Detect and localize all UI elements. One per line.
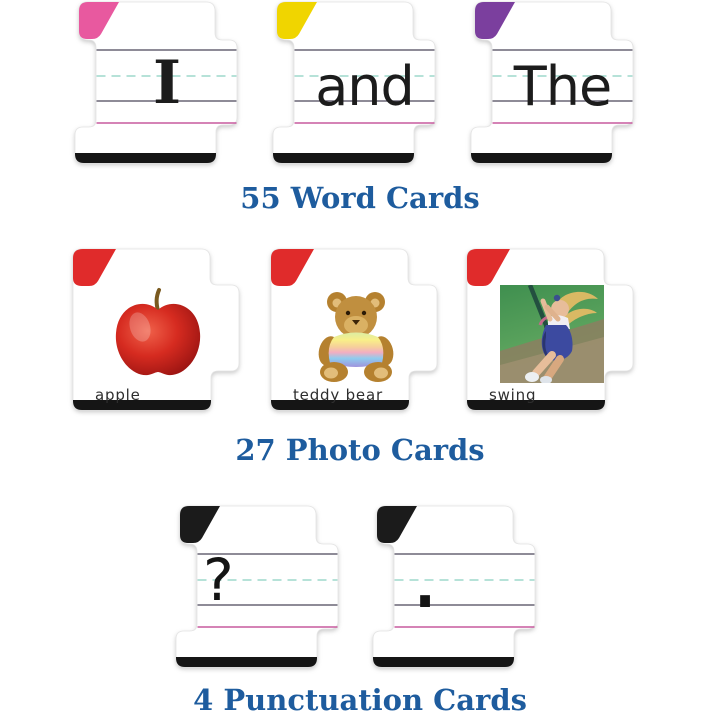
punctuation-card-question-mark [163,504,353,670]
punctuation-cards-caption: 4 Punctuation Cards [193,683,527,717]
card-bottom-edge [73,400,211,410]
card-bottom-edge [373,657,514,667]
red-apple-photo [106,285,210,383]
word-text: I [152,48,181,118]
photo-label: swing [489,386,537,404]
card-bottom-edge [176,657,317,667]
photo-label: teddy bear [293,386,383,404]
word-cards-caption: 55 Word Cards [240,181,480,215]
girl-on-swing-photo [500,285,604,383]
word-card-The [458,0,648,166]
photo-card-apple [64,247,254,413]
photo-card-swing [458,247,648,413]
word-text: The [513,54,612,118]
card-bottom-edge [273,153,414,163]
question-mark-text: ? [203,546,234,614]
photo-label: apple [95,386,141,404]
card-bottom-edge [75,153,216,163]
teddy-bear-photo [304,285,408,383]
period-mark-text: . [410,520,441,630]
punctuation-card-period [360,504,550,670]
photo-card-teddy-bear [262,247,452,413]
word-card-and [260,0,450,166]
word-text: and [315,54,414,118]
word-card-I [62,0,252,166]
card-bottom-edge [471,153,612,163]
photo-cards-caption: 27 Photo Cards [235,433,485,467]
